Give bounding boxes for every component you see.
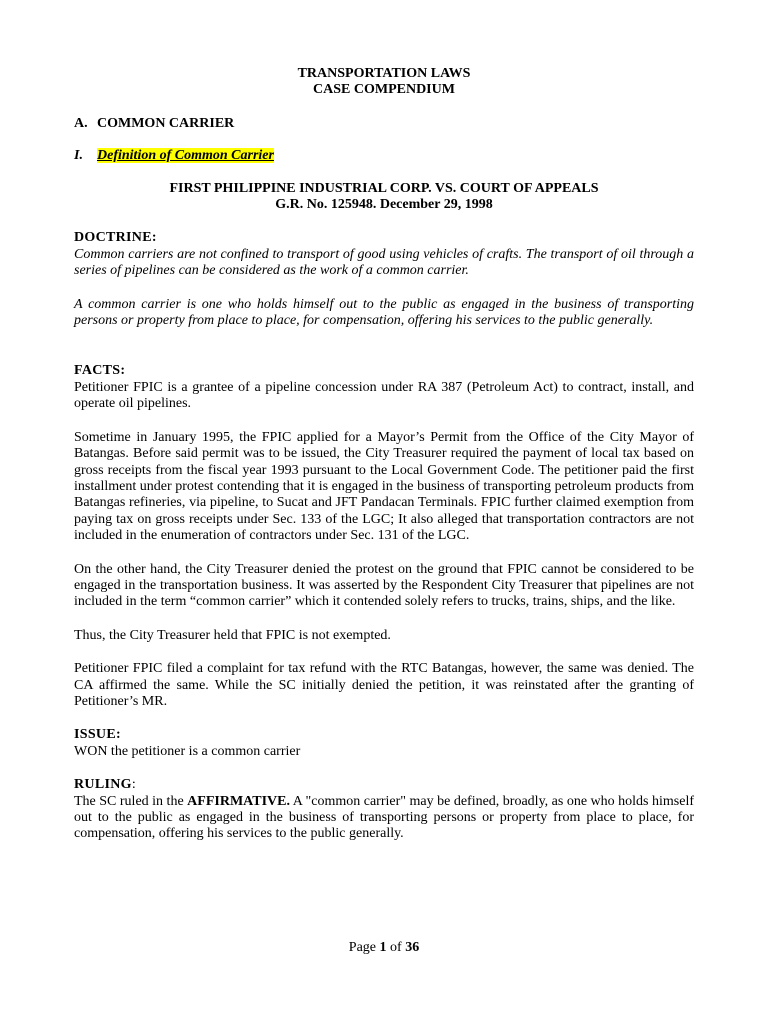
facts-paragraph-5: Petitioner FPIC filed a complaint for tax refund with the RTC Batangas, however, the same was denied. The CA affirmed the same. While the SC initially denied the petition, it was reinstated after the granting of Petitioner’s MR. [74,661,694,709]
footer-total-pages: 36 [405,940,420,955]
ruling-lead: The SC ruled in the [74,793,188,809]
footer-current-page: 1 [379,940,387,955]
case-citation: G.R. No. 125948. December 29, 1998 [275,197,493,213]
facts-paragraph-4: Thus, the City Treasurer held that FPIC is not exempted. [74,627,391,643]
issue-text: WON the petitioner is a common carrier [74,743,301,759]
doctrine-paragraph-1: Common carriers are not confined to transport of good using vehicles of crafts. The transport of oil through a series of pipelines can be considered as the work of a common carrier. [74,246,694,279]
document-page [74,66,694,843]
ruling-heading-label: RULING [74,777,132,793]
footer-of-word: of [386,940,406,955]
page-footer [0,940,768,956]
case-name: FIRST PHILIPPINE INDUSTRIAL CORP. VS. COURT OF APPEALS [169,180,599,196]
facts-paragraph-3: On the other hand, the City Treasurer denied the protest on the ground that FPIC cannot be considered to be engaged in the transportation business. It was asserted by the Respondent City Treasurer that pipelines are not included in the term “common carrier” which it contended solely refers to trucks, trains, ships, and the like. [74,561,694,610]
section-letter: A. [74,115,88,131]
ruling-emphasis: AFFIRMATIVE. [187,793,290,809]
doctrine-paragraph-2: A common carrier is one who holds himself out to the public as engaged in the business of transporting persons or property from place to place, for compensation, offering his services to the public generally. [74,296,694,329]
subsection-numeral: I. [74,148,83,164]
ruling-heading [74,777,694,793]
ruling-paragraph [74,794,694,843]
footer-page-word: Page [348,940,380,955]
facts-paragraph-1: Petitioner FPIC is a grantee of a pipeline concession under RA 387 (Petroleum Act) to contract, install, and operate oil pipelines. [74,379,694,412]
issue-heading: ISSUE: [74,727,121,743]
facts-heading: FACTS: [74,363,126,379]
facts-paragraph-2: Sometime in January 1995, the FPIC applied for a Mayor’s Permit from the Office of the City Mayor of Batangas. Before said permit was to be issued, the City Treasurer required the payment of local tax based on gross receipts from the fiscal year 1993 pursuant to the Local Government Code. The petitioner paid the first installment under protest contending that it is engaged in the business of transporting petroleum products from Batangas refineries, via pipeline, to Sucat and JFT Pandacan Terminals. FPIC further claimed exemption from paying tax on gross receipts under Sec. 133 of the LGC; It also alleged that transportation contractors are not included in the enumeration of contractors under Sec. 131 of the LGC. [74,429,694,544]
document-title-line2: CASE COMPENDIUM [313,82,455,98]
subsection-heading [74,148,694,164]
subsection-label-highlighted: Definition of Common Carrier [97,148,274,164]
doctrine-heading: DOCTRINE: [74,230,157,246]
document-title-line1: TRANSPORTATION LAWS [297,66,471,81]
section-label: COMMON CARRIER [97,115,235,131]
ruling-heading-colon: : [131,777,137,793]
ruling-rest: A "common carrier" may be defined, broadly, as one who holds himself out to the public as engaged in the business of transporting persons or property from place to place, for compensation, offering his services to the public generally. [74,793,694,842]
section-heading [74,116,694,132]
